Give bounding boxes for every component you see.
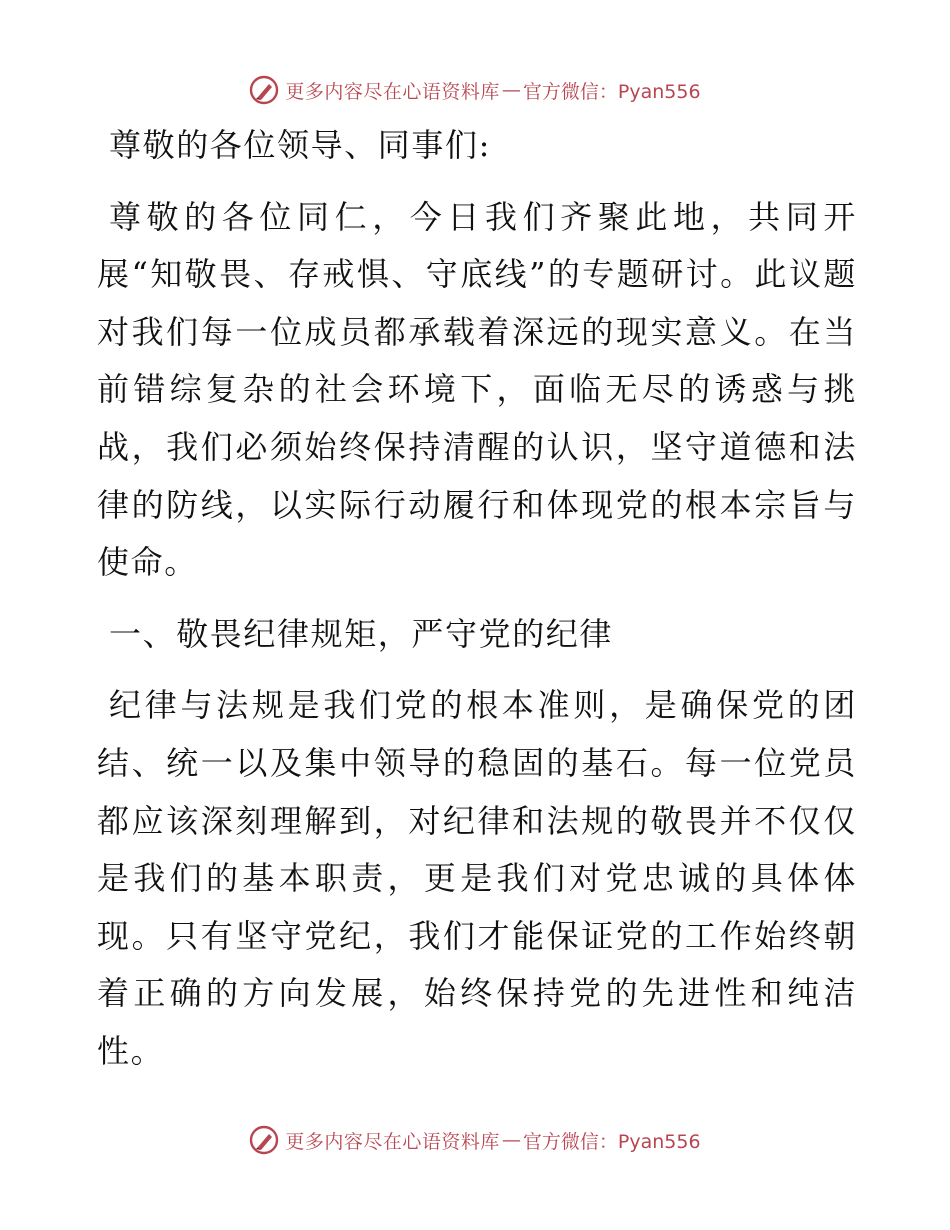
- pen-logo-icon: [249, 1125, 279, 1155]
- pen-logo-icon: [249, 75, 279, 105]
- watermark-header: [0, 70, 950, 110]
- document-body: [97, 117, 857, 1095]
- section-heading: 一、敬畏纪律规矩，严守党的纪律: [109, 614, 614, 653]
- watermark-dash: —: [501, 1129, 521, 1151]
- intro-paragraph: 尊敬的各位同仁，今日我们齐聚此地，共同开展“知敬畏、存戒惧、守底线”的专题研讨。此议题对我们每一位成员都承载着深远的现实意义。在当前错综复杂的社会环境下，面临无尽的诱惑与挑战，我们必须始终保持清醒的认识，坚守道德和法律的防线，以实际行动履行和体现党的根本宗旨与使命。: [97, 197, 857, 582]
- watermark-site-text: 更多内容尽在心语资料库: [285, 1130, 500, 1153]
- watermark-contact: 官方微信：Pyan556: [522, 1130, 701, 1153]
- section-paragraph: 纪律与法规是我们党的根本准则，是确保党的团结、统一以及集中领导的稳固的基石。每一位党员都应该深刻理解到，对纪律和法规的敬畏并不仅仅是我们的基本职责，更是我们对党忠诚的具体体现。只有坚守党纪，我们才能保证党的工作始终朝着正确的方向发展，始终保持党的先进性和纯洁性。: [97, 686, 857, 1070]
- greeting: 尊敬的各位领导、同事们:: [109, 126, 491, 164]
- watermark-footer: [0, 1120, 950, 1160]
- watermark-dash: —: [501, 79, 521, 101]
- watermark-site-text: 更多内容尽在心语资料库: [285, 80, 500, 103]
- watermark-contact: 官方微信：Pyan556: [522, 80, 701, 103]
